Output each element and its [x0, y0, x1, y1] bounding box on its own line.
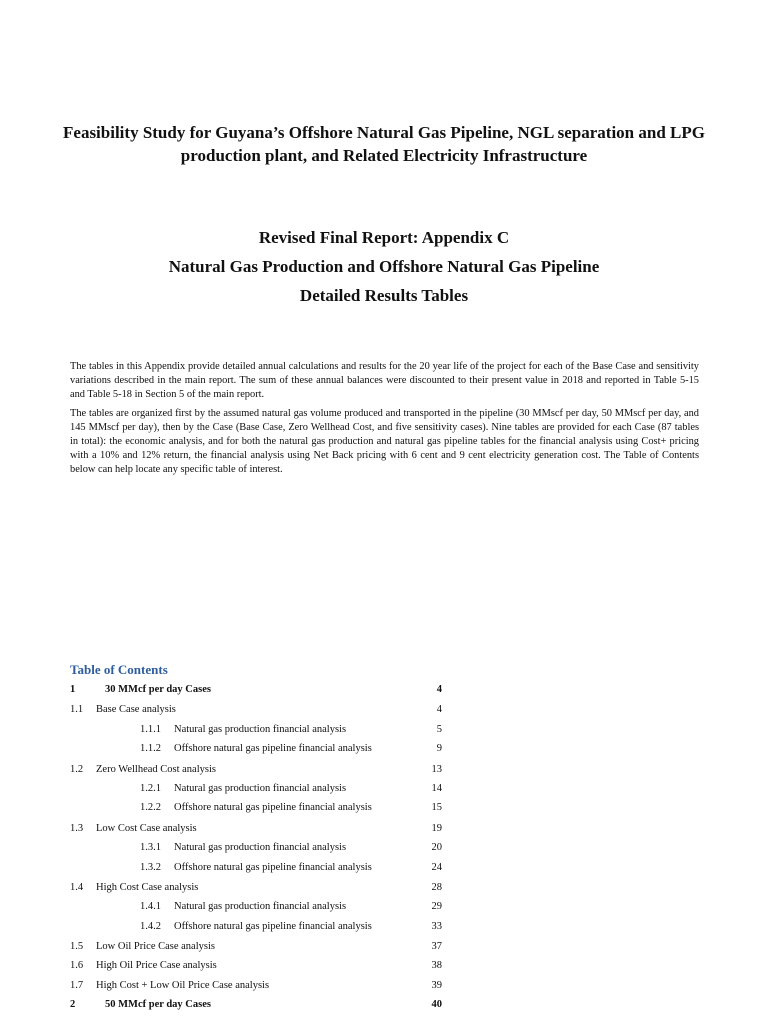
toc-entry-number: 1.3.2 — [140, 861, 161, 873]
table-of-contents — [70, 682, 442, 1017]
toc-heading: Table of Contents — [70, 662, 168, 677]
toc-entry[interactable] — [70, 722, 442, 741]
toc-entry-page: 9 — [436, 743, 442, 755]
toc-entry[interactable] — [70, 702, 442, 721]
toc-entry-label: Offshore natural gas pipeline financial analysis — [174, 861, 372, 873]
toc-entry-label: Offshore natural gas pipeline financial analysis — [174, 802, 372, 814]
toc-entry[interactable] — [70, 821, 442, 840]
intro-text — [70, 360, 699, 482]
toc-entry-number: 1.6 — [70, 960, 84, 972]
toc-entry-page: 15 — [431, 802, 442, 814]
toc-entry-number: 1.3 — [70, 822, 84, 834]
toc-entry[interactable] — [70, 997, 442, 1016]
toc-entry-label: Natural gas production financial analysis — [174, 842, 347, 854]
toc-entry-number: 1.1.1 — [140, 723, 161, 735]
toc-entry-label: Natural gas production financial analysis — [174, 782, 347, 794]
toc-entry-label: High Oil Price Case analysis — [96, 960, 217, 972]
toc-entry-page: 37 — [431, 941, 442, 953]
toc-entry[interactable] — [70, 860, 442, 879]
toc-entry-number: 1.4 — [70, 881, 84, 893]
toc-entry-number: 1.1 — [70, 704, 84, 716]
toc-entry-page: 4 — [436, 704, 442, 716]
intro-paragraph-2: The tables are organized first by the assumed natural gas volume produced and transported in the pipeline (30 MMscf per day, 50 MMscf per day, and 145 MMscf per day), then by the Case (Base Case, Zero Wellhead Cost, and five sensitivity cases). Nine tables are provided for each Case (87 tables in total): the economic analysis, and for both the natural gas production and natural gas pipeline tables for the financial analysis using Cost+ pricing with a 10% and 12% return, the financial analysis using Net Back pricing with 6 cent and 9 cent electricity generation cost. The Table of Contents below can help locate any specific table of interest. — [70, 408, 699, 475]
toc-entry-label: Offshore natural gas pipeline financial analysis — [174, 920, 372, 932]
toc-entry[interactable] — [70, 978, 442, 997]
intro-paragraph-1: The tables in this Appendix provide detailed annual calculations and results for the 20 year life of the project for each of the Base Case and sensitivity variations described in the main report. The sum of these annual balances were discounted to their present value in 2018 and reported in Table 5-15 and Table 5-18 in Section 5 of the main report. — [70, 361, 699, 400]
toc-entry-page: 13 — [431, 763, 442, 775]
toc-entry[interactable] — [70, 939, 442, 958]
toc-entry-page: 20 — [431, 842, 442, 854]
toc-entry[interactable] — [70, 741, 442, 760]
toc-entry-number: 1.3.1 — [140, 842, 161, 854]
toc-entry-page: 38 — [431, 960, 442, 972]
toc-entry-label: 50 MMcf per day Cases — [105, 999, 211, 1011]
toc-entry-page: 33 — [431, 920, 442, 932]
toc-entry[interactable] — [70, 880, 442, 899]
toc-entry-label: Low Cost Case analysis — [96, 822, 197, 834]
toc-entry[interactable] — [70, 800, 442, 819]
toc-entry[interactable] — [70, 840, 442, 859]
toc-entry-label: Base Case analysis — [96, 704, 176, 716]
toc-entry-number: 1.7 — [70, 979, 84, 991]
toc-entry-page: 29 — [431, 901, 442, 913]
toc-entry[interactable] — [70, 781, 442, 800]
toc-entry-label: High Cost Case analysis — [96, 881, 199, 893]
report-subtitle: Revised Final Report: Appendix C — [258, 228, 510, 247]
toc-entry-page: 24 — [431, 861, 442, 873]
toc-entry[interactable] — [70, 958, 442, 977]
toc-entry[interactable] — [70, 762, 442, 781]
appendix-topic: Natural Gas Production and Offshore Natural Gas Pipeline — [168, 257, 600, 276]
toc-entry-page: 14 — [431, 782, 442, 794]
toc-entry-number: 1.5 — [70, 941, 84, 953]
toc-entry-label: 30 MMcf per day Cases — [105, 684, 211, 695]
toc-entry[interactable] — [70, 899, 442, 918]
toc-entry-number: 1.2 — [70, 763, 84, 775]
toc-entry[interactable] — [70, 682, 442, 701]
toc-entry[interactable] — [70, 919, 442, 938]
toc-entry-page: 4 — [436, 684, 442, 695]
appendix-subtitle: Detailed Results Tables — [299, 286, 469, 305]
toc-entry-number: 1.1.2 — [140, 743, 161, 755]
toc-entry-page: 40 — [431, 999, 442, 1011]
toc-entry-number: 1.4.2 — [140, 920, 161, 932]
toc-entry-label: Zero Wellhead Cost analysis — [96, 763, 216, 775]
document-title: Feasibility Study for Guyana’s Offshore Natural Gas Pipeline, NGL separation and LPG production plant, and Related Electricity Infrastructure — [63, 123, 705, 165]
toc-entry-label: Natural gas production financial analysis — [174, 901, 347, 913]
toc-entry-page: 5 — [436, 723, 442, 735]
toc-entry-number: 1 — [70, 684, 76, 695]
toc-entry-label: Offshore natural gas pipeline financial analysis — [174, 743, 372, 755]
toc-entry-page: 19 — [431, 822, 442, 834]
toc-entry-label: High Cost + Low Oil Price Case analysis — [96, 979, 270, 991]
subtitle-block — [40, 226, 728, 313]
toc-entry-number: 1.2.1 — [140, 782, 161, 794]
toc-entry-number: 1.4.1 — [140, 901, 161, 913]
toc-entry-number: 1.2.2 — [140, 802, 161, 814]
toc-entry-page: 28 — [431, 881, 442, 893]
toc-entry-label: Low Oil Price Case analysis — [96, 941, 215, 953]
toc-entry-number: 2 — [70, 999, 76, 1011]
toc-entry-label: Natural gas production financial analysis — [174, 723, 347, 735]
toc-entry-page: 39 — [431, 979, 442, 991]
